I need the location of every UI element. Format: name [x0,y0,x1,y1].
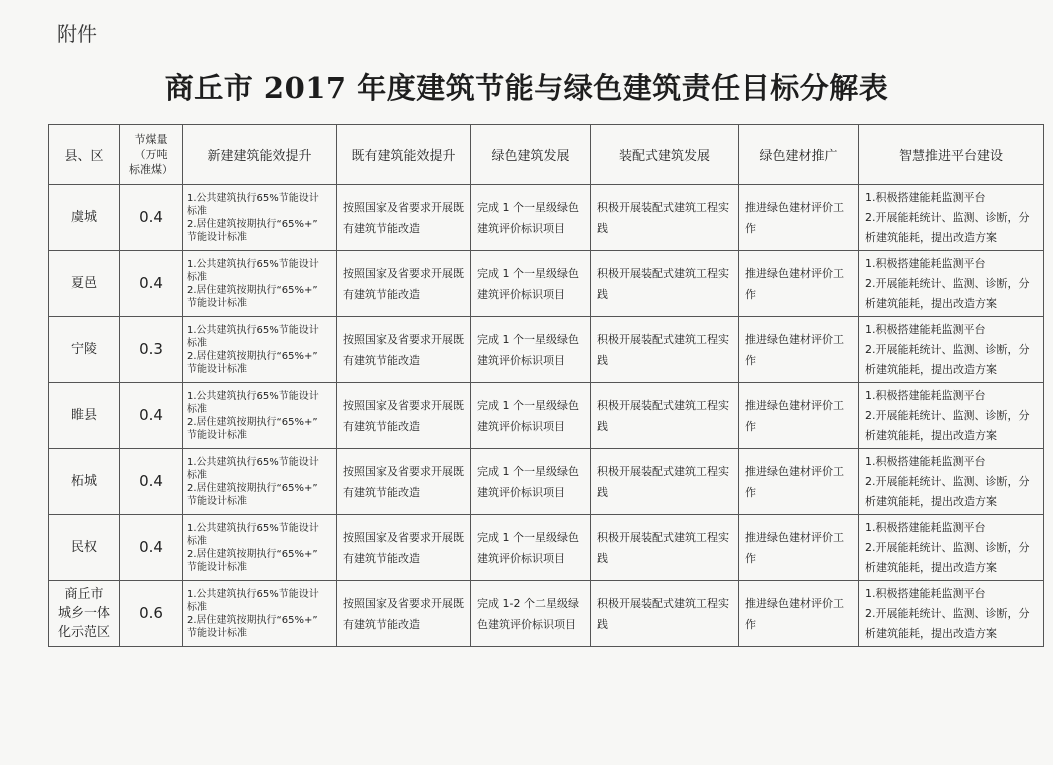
smart-platform-cell [859,185,1044,251]
new-building-line: 1.公共建筑执行65%节能设计 [187,192,319,204]
header-prefab-building: 装配式建筑发展 [591,125,739,185]
coal-saving-cell: 0.4 [120,251,183,317]
new-building-line: 节能设计标准 [187,627,247,639]
county-cell [49,449,120,515]
existing-building-cell: 按照国家及省要求开展既有建筑节能改造 [337,383,471,449]
table-row [49,185,1044,251]
header-county: 县、区 [49,125,120,185]
county-cell [49,383,120,449]
coal-saving-cell: 0.3 [120,317,183,383]
smart-platform-line: 2.开展能耗统计、监测、诊断，分析建筑能耗，提出改造方案 [865,276,1030,310]
coal-saving-cell: 0.4 [120,383,183,449]
header-new-building: 新建建筑能效提升 [183,125,337,185]
prefab-building-cell: 积极开展装配式建筑工程实践 [591,449,739,515]
new-building-line: 标准 [187,271,207,283]
county-cell [49,581,120,647]
new-building-cell [183,581,337,647]
smart-platform-line: 2.开展能耗统计、监测、诊断，分析建筑能耗，提出改造方案 [865,408,1030,442]
header-smart-platform: 智慧推进平台建设 [859,125,1044,185]
county-name-line: 夏邑 [70,276,97,291]
smart-platform-line: 1.积极搭建能耗监测平台 [865,190,986,204]
coal-saving-cell: 0.4 [120,515,183,581]
existing-building-cell: 按照国家及省要求开展既有建筑节能改造 [337,581,471,647]
county-name-line: 虞城 [70,210,97,225]
attachment-label: 附件 [57,22,97,46]
new-building-line: 标准 [187,469,207,481]
new-building-line: 2.居住建筑按期执行“65%+” [187,548,318,560]
smart-platform-line: 1.积极搭建能耗监测平台 [865,454,986,468]
green-building-cell: 完成 1 个一星级绿色建筑评价标识项目 [471,383,591,449]
new-building-line: 节能设计标准 [187,297,247,309]
county-name-line: 城乡一体 [57,606,110,621]
smart-platform-cell [859,251,1044,317]
smart-platform-cell [859,515,1044,581]
green-building-cell: 完成 1 个一星级绿色建筑评价标识项目 [471,449,591,515]
new-building-line: 1.公共建筑执行65%节能设计 [187,588,319,600]
new-building-cell [183,383,337,449]
county-name-line: 柘城 [70,474,97,489]
county-name-line: 宁陵 [70,342,97,357]
new-building-cell [183,449,337,515]
new-building-line: 2.居住建筑按期执行“65%+” [187,482,318,494]
new-building-line: 节能设计标准 [187,495,247,507]
prefab-building-cell: 积极开展装配式建筑工程实践 [591,581,739,647]
new-building-line: 标准 [187,205,207,217]
target-table [48,124,1044,647]
header-row [49,125,1044,185]
header-coal-saving [120,125,183,185]
coal-saving-cell: 0.4 [120,449,183,515]
existing-building-cell: 按照国家及省要求开展既有建筑节能改造 [337,251,471,317]
smart-platform-line: 2.开展能耗统计、监测、诊断，分析建筑能耗，提出改造方案 [865,474,1030,508]
page-title: 商丘市 2017 年度建筑节能与绿色建筑责任目标分解表 [164,71,889,105]
green-building-cell: 完成 1 个一星级绿色建筑评价标识项目 [471,317,591,383]
green-material-cell: 推进绿色建材评价工作 [739,581,859,647]
smart-platform-line: 1.积极搭建能耗监测平台 [865,256,986,270]
prefab-building-cell: 积极开展装配式建筑工程实践 [591,317,739,383]
smart-platform-line: 2.开展能耗统计、监测、诊断，分析建筑能耗，提出改造方案 [865,606,1030,640]
county-name-line: 睢县 [70,408,97,423]
new-building-cell [183,317,337,383]
existing-building-cell: 按照国家及省要求开展既有建筑节能改造 [337,515,471,581]
county-name-line: 商丘市 [64,587,104,602]
new-building-line: 2.居住建筑按期执行“65%+” [187,614,318,626]
green-material-cell: 推进绿色建材评价工作 [739,515,859,581]
smart-platform-line: 2.开展能耗统计、监测、诊断，分析建筑能耗，提出改造方案 [865,210,1030,244]
table-row [49,317,1044,383]
header-green-building: 绿色建筑发展 [471,125,591,185]
prefab-building-cell: 积极开展装配式建筑工程实践 [591,383,739,449]
county-name-line: 民权 [70,540,97,555]
prefab-building-cell: 积极开展装配式建筑工程实践 [591,251,739,317]
new-building-line: 1.公共建筑执行65%节能设计 [187,258,319,270]
header-coal-line: 标准煤） [129,163,173,176]
new-building-line: 标准 [187,403,207,415]
smart-platform-line: 1.积极搭建能耗监测平台 [865,586,986,600]
green-material-cell: 推进绿色建材评价工作 [739,251,859,317]
county-cell [49,251,120,317]
new-building-cell [183,515,337,581]
new-building-line: 2.居住建筑按期执行“65%+” [187,416,318,428]
existing-building-cell: 按照国家及省要求开展既有建筑节能改造 [337,449,471,515]
county-cell [49,185,120,251]
green-material-cell: 推进绿色建材评价工作 [739,383,859,449]
smart-platform-cell [859,317,1044,383]
new-building-line: 标准 [187,337,207,349]
new-building-line: 1.公共建筑执行65%节能设计 [187,522,319,534]
new-building-line: 1.公共建筑执行65%节能设计 [187,456,319,468]
smart-platform-line: 2.开展能耗统计、监测、诊断，分析建筑能耗，提出改造方案 [865,342,1030,376]
header-coal-line: （万吨 [134,148,168,161]
new-building-line: 2.居住建筑按期执行“65%+” [187,218,318,230]
prefab-building-cell: 积极开展装配式建筑工程实践 [591,515,739,581]
new-building-line: 标准 [187,535,207,547]
existing-building-cell: 按照国家及省要求开展既有建筑节能改造 [337,185,471,251]
new-building-line: 1.公共建筑执行65%节能设计 [187,390,319,402]
coal-saving-cell: 0.4 [120,185,183,251]
coal-saving-cell: 0.6 [120,581,183,647]
green-building-cell: 完成 1 个一星级绿色建筑评价标识项目 [471,185,591,251]
table-row [49,581,1044,647]
smart-platform-line: 1.积极搭建能耗监测平台 [865,322,986,336]
new-building-cell [183,185,337,251]
table-row [49,515,1044,581]
new-building-line: 2.居住建筑按期执行“65%+” [187,350,318,362]
green-material-cell: 推进绿色建材评价工作 [739,185,859,251]
header-existing-building: 既有建筑能效提升 [337,125,471,185]
header-coal-line: 节煤量 [134,133,168,146]
table-row [49,449,1044,515]
green-building-cell: 完成 1 个一星级绿色建筑评价标识项目 [471,515,591,581]
green-building-cell: 完成 1 个一星级绿色建筑评价标识项目 [471,251,591,317]
county-cell [49,317,120,383]
smart-platform-line: 1.积极搭建能耗监测平台 [865,388,986,402]
county-name-line: 化示范区 [57,625,110,640]
new-building-line: 节能设计标准 [187,231,247,243]
smart-platform-line: 1.积极搭建能耗监测平台 [865,520,986,534]
county-cell [49,515,120,581]
new-building-line: 节能设计标准 [187,561,247,573]
green-building-cell: 完成 1-2 个二星级绿色建筑评价标识项目 [471,581,591,647]
new-building-line: 2.居住建筑按期执行“65%+” [187,284,318,296]
existing-building-cell: 按照国家及省要求开展既有建筑节能改造 [337,317,471,383]
green-material-cell: 推进绿色建材评价工作 [739,317,859,383]
new-building-line: 节能设计标准 [187,429,247,441]
smart-platform-line: 2.开展能耗统计、监测、诊断，分析建筑能耗，提出改造方案 [865,540,1030,574]
prefab-building-cell: 积极开展装配式建筑工程实践 [591,185,739,251]
new-building-line: 标准 [187,601,207,613]
new-building-line: 1.公共建筑执行65%节能设计 [187,324,319,336]
new-building-cell [183,251,337,317]
header-green-material: 绿色建材推广 [739,125,859,185]
table-row [49,383,1044,449]
green-material-cell: 推进绿色建材评价工作 [739,449,859,515]
new-building-line: 节能设计标准 [187,363,247,375]
smart-platform-cell [859,581,1044,647]
table-row [49,251,1044,317]
smart-platform-cell [859,449,1044,515]
smart-platform-cell [859,383,1044,449]
